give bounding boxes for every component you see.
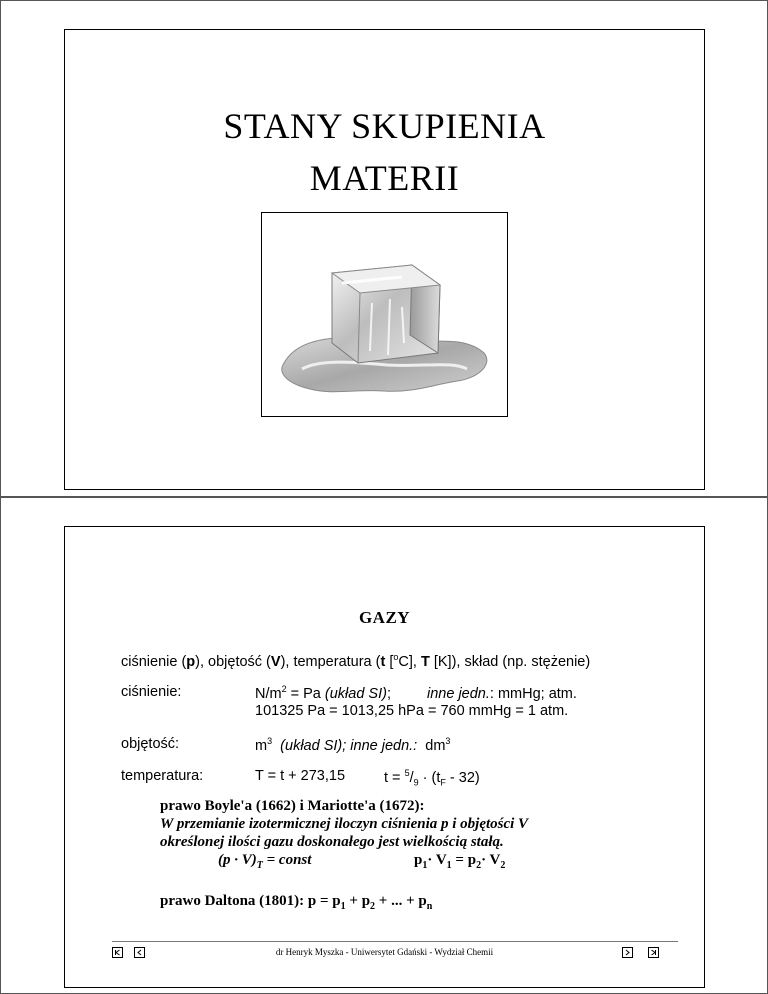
pressure-conversion: 101325 Pa = 1013,25 hPa = 760 mmHg = 1 atm.: [255, 703, 569, 719]
footer-credit: dr Henryk Myszka - Uniwersytet Gdański - Wydział Chemii: [275, 947, 494, 957]
next-slide-button[interactable]: [622, 947, 633, 958]
boyle-law-formula-const: $(p \cdot V)_T$ = const: [218, 852, 312, 871]
pressure-units: $N/m^2 = Pa$ (układ SI); inne jedn.: mmHg; atm.: [255, 684, 577, 702]
volume-label: objętość:: [121, 736, 180, 752]
volume-units: $m^3$ (układ SI); inne jedn.: $dm^3$: [255, 736, 451, 754]
slide-title-line2: MATERII: [309, 158, 460, 198]
ice-cube-image: [261, 212, 508, 417]
intro-line: ciśnienie (p), objętość (V), temperatura (t [$^o$C], T [K]), skład (np. stężenie): [121, 652, 591, 670]
section-heading: GAZY: [358, 608, 411, 627]
boyle-law-line2: określonej ilości gazu doskonałego jest wielkością stałą.: [160, 834, 504, 850]
temperature-formula-fahrenheit: $t = ^5/_9 \cdot (t_F - 32)$: [384, 768, 480, 788]
slide-title: [64, 29, 705, 490]
footer-rule: [112, 941, 678, 942]
slide-title-line1: STANY SKUPIENIA: [223, 106, 546, 146]
last-slide-button[interactable]: [648, 947, 659, 958]
temperature-label: temperatura:: [121, 768, 204, 784]
boyle-law-formula-equality: $p_1\cdot V_1 = p_2\cdot V_2$: [414, 852, 506, 871]
boyle-law-line1: W przemianie izotermicznej iloczyn ciśnienia p i objętości V: [160, 816, 529, 832]
pressure-label: ciśnienie:: [121, 684, 182, 700]
page-bottom: [0, 497, 768, 994]
dalton-law: prawo Daltona (1801): $p = p_1 + p_2$ + ... + $p_n$: [160, 893, 433, 912]
slide-gazy: [64, 526, 705, 988]
ice-cube-melting-icon: [262, 213, 507, 416]
last-arrow-icon: [650, 949, 657, 956]
next-arrow-icon: [624, 949, 631, 956]
boyle-law-title: prawo Boyle'a (1662) i Mariotte'a (1672):: [160, 798, 425, 814]
temperature-formula-kelvin: T = t + 273,15: [255, 768, 346, 784]
